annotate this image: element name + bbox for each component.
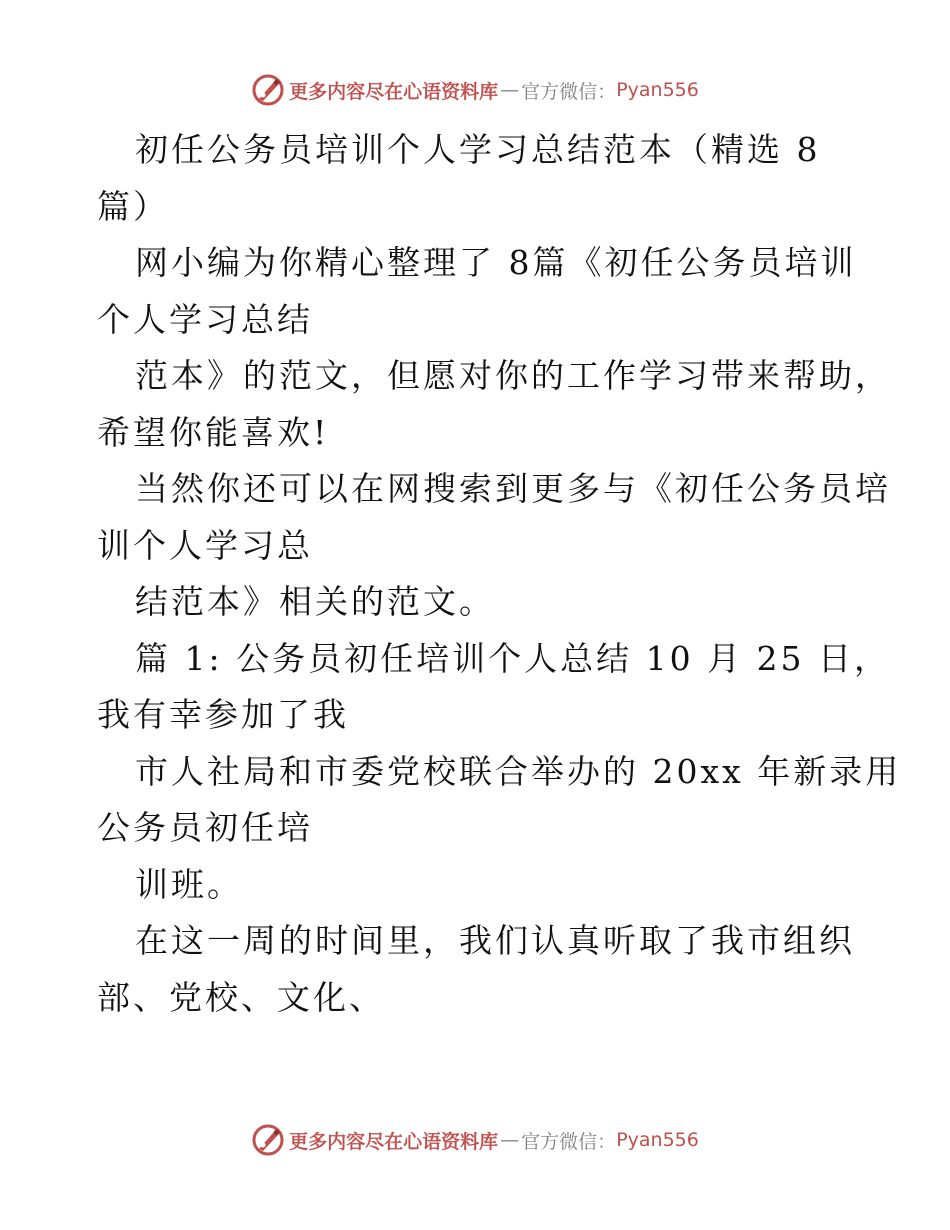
pen-logo-icon xyxy=(251,73,285,107)
text-line: 当然你还可以在网搜索到更多与《初任公务员培 xyxy=(135,469,891,508)
text-line: 训个人学习总 xyxy=(97,525,313,565)
text-line: 初任公务员培训个人学习总结范本（精选 8 xyxy=(135,130,821,169)
text-line: 网小编为你精心整理了 8篇《初任公务员培训 xyxy=(135,243,857,282)
text-line: 部、党校、文化、 xyxy=(97,977,385,1017)
text-line: 在这一周的时间里，我们认真听取了我市组织 xyxy=(135,921,855,960)
text-line: 个人学习总结 xyxy=(97,299,313,339)
text-line: 篇） xyxy=(97,186,169,226)
text-line: 训班。 xyxy=(135,864,243,904)
watermark-wechat-id: Pyan556 xyxy=(616,1129,699,1151)
pen-logo-icon xyxy=(251,1123,285,1157)
watermark-dash: — xyxy=(500,79,520,101)
text-line: 希望你能喜欢! xyxy=(97,412,330,452)
text-line: 公务员初任培 xyxy=(97,808,313,847)
footer-watermark xyxy=(0,1120,950,1160)
text-line: 范本》的范文，但愿对你的工作学习带来帮助， xyxy=(135,356,891,395)
text-line: 我有幸参加了我 xyxy=(97,695,349,734)
header-watermark xyxy=(0,70,950,110)
watermark-dash: — xyxy=(500,1129,520,1151)
document-body xyxy=(97,122,902,1026)
watermark-wechat-label: 官方微信： xyxy=(521,80,617,103)
text-line: 篇 1: 公务员初任培训个人总结 10 月 25 日， xyxy=(135,638,891,678)
watermark-wechat-label: 官方微信： xyxy=(521,1130,617,1153)
watermark-brand: 更多内容尽在心语资料库 xyxy=(289,80,499,103)
watermark-wechat-id: Pyan556 xyxy=(616,79,699,101)
text-line: 市人社局和市委党校联合举办的 20xx 年新录用 xyxy=(135,751,902,791)
watermark-brand: 更多内容尽在心语资料库 xyxy=(289,1130,499,1153)
text-line: 结范本》相关的范文。 xyxy=(135,582,495,621)
